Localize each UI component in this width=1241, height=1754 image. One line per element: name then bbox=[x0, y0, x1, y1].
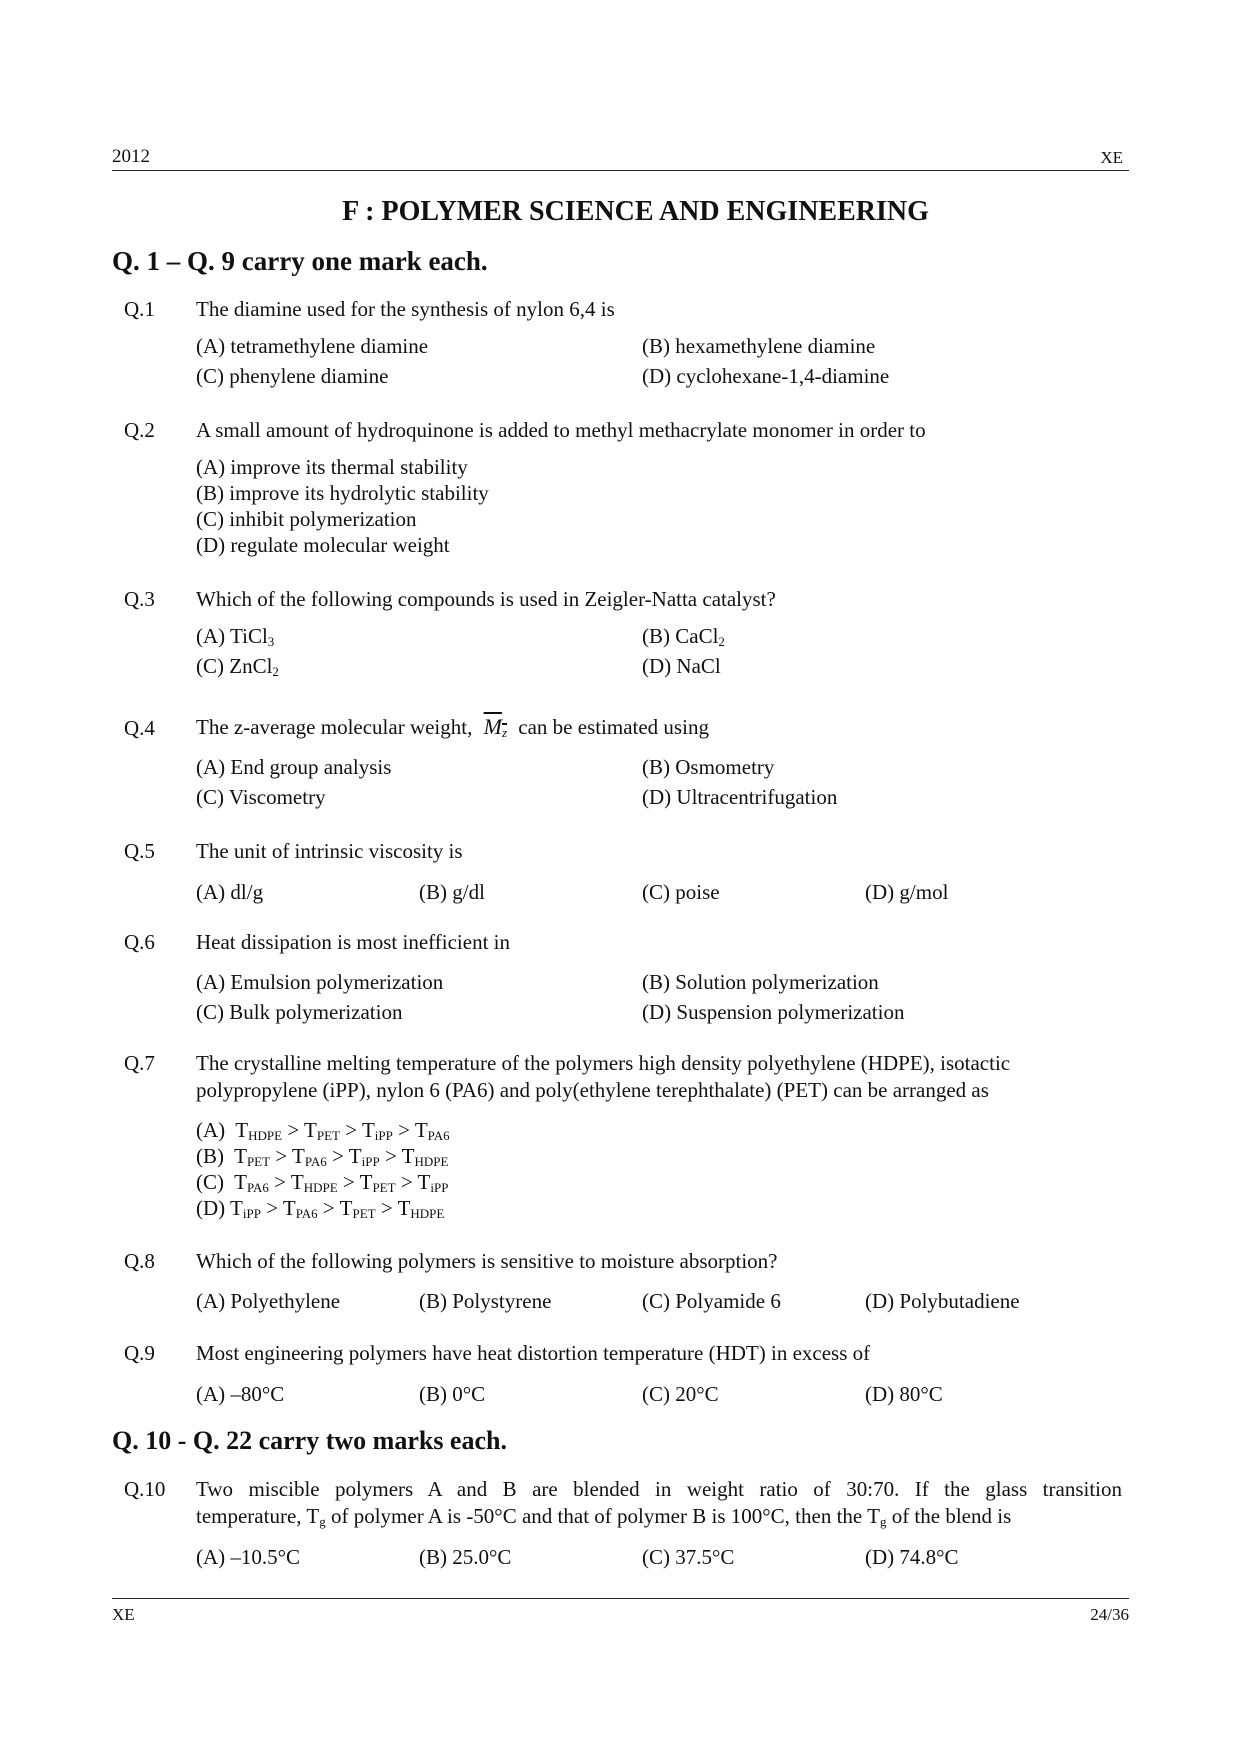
option-a: (A) Emulsion polymerization bbox=[196, 970, 444, 994]
question-2 bbox=[112, 417, 1122, 558]
option-c: (C) Viscometry bbox=[196, 785, 326, 809]
options bbox=[196, 969, 1122, 1026]
option-a: (A) Polyethylene bbox=[196, 1289, 341, 1313]
section-heading-two-mark: Q. 10 - Q. 22 carry two marks each. bbox=[112, 1426, 507, 1455]
option-c: (C) $T_{PA6} > T_{HDPE} > T_{PET} > T_{iPP}$ bbox=[196, 1170, 449, 1195]
question-text: The unit of intrinsic viscosity is bbox=[196, 839, 463, 863]
option-c: (C) inhibit polymerization bbox=[196, 507, 417, 531]
option-b: (B) 0°C bbox=[419, 1382, 486, 1406]
question-number: Q.6 bbox=[124, 930, 155, 954]
options bbox=[196, 1544, 1122, 1571]
options bbox=[196, 1117, 1122, 1221]
option-b: (B) Solution polymerization bbox=[642, 970, 879, 994]
question-text: Heat dissipation is most inefficient in bbox=[196, 930, 510, 954]
question-10 bbox=[112, 1476, 1122, 1571]
option-b: (B) Polystyrene bbox=[419, 1289, 552, 1313]
option-d: (D) NaCl bbox=[642, 654, 721, 678]
option-a: (A) TiCl$_3$ bbox=[196, 624, 275, 649]
option-d: (D) 80°C bbox=[865, 1382, 943, 1406]
mz-symbol: $M_z$ bbox=[483, 714, 507, 740]
question-number: Q.3 bbox=[124, 587, 155, 611]
footer-code: XE bbox=[112, 1605, 135, 1624]
options bbox=[196, 454, 1122, 558]
question-text: Which of the following polymers is sensitive to moisture absorption? bbox=[196, 1249, 778, 1273]
question-number: Q.7 bbox=[124, 1051, 155, 1075]
page-title: F : POLYMER SCIENCE AND ENGINEERING bbox=[342, 196, 929, 227]
question-text: The diamine used for the synthesis of nylon 6,4 is bbox=[196, 297, 615, 321]
option-b: (B) hexamethylene diamine bbox=[642, 334, 876, 358]
question-number: Q.8 bbox=[124, 1249, 155, 1273]
header-year: 2012 bbox=[112, 146, 150, 167]
option-d: (D) $T_{iPP} > T_{PA6} > T_{PET} > T_{HDPE}$ bbox=[196, 1196, 445, 1221]
question-3 bbox=[112, 586, 1122, 680]
option-d: (D) regulate molecular weight bbox=[196, 533, 450, 557]
option-a: (A) End group analysis bbox=[196, 755, 392, 779]
options bbox=[196, 879, 1122, 906]
option-c: (C) 20°C bbox=[642, 1382, 719, 1406]
option-a: (A) –80°C bbox=[196, 1382, 285, 1406]
question-number: Q.5 bbox=[124, 839, 155, 863]
question-number: Q.4 bbox=[124, 716, 155, 740]
option-d: (D) 74.8°C bbox=[865, 1545, 959, 1569]
question-text: Which of the following compounds is used in Zeigler-Natta catalyst? bbox=[196, 587, 776, 611]
question-8 bbox=[112, 1248, 1122, 1315]
page-footer bbox=[112, 1598, 1129, 1629]
option-a: (A) $T_{HDPE} > T_{PET} > T_{iPP} > T_{PA6}$ bbox=[196, 1118, 450, 1143]
option-a: (A) dl/g bbox=[196, 880, 264, 904]
question-5 bbox=[112, 838, 1122, 906]
question-text: The crystalline melting temperature of the polymers high density polyethylene (HDPE), isotactic polypropylene (iPP), nylon 6 (PA6) and poly(ethylene terephthalate) (PET) can be arranged as bbox=[196, 1051, 1011, 1102]
question-4 bbox=[112, 713, 1122, 811]
options bbox=[196, 623, 1122, 680]
option-c: (C) phenylene diamine bbox=[196, 364, 389, 388]
question-text: The z-average molecular weight, $M_z$ can be estimated using bbox=[196, 714, 709, 740]
option-c: (C) Polyamide 6 bbox=[642, 1289, 781, 1313]
page-header bbox=[112, 140, 1129, 171]
options bbox=[196, 333, 1122, 390]
question-text: Most engineering polymers have heat distortion temperature (HDT) in excess of bbox=[196, 1341, 871, 1365]
options bbox=[196, 754, 1122, 811]
options bbox=[196, 1288, 1122, 1315]
option-d: (D) Polybutadiene bbox=[865, 1289, 1020, 1313]
option-d: (D) cyclohexane-1,4-diamine bbox=[642, 364, 890, 388]
options bbox=[196, 1381, 1122, 1408]
option-a: (A) –10.5°C bbox=[196, 1545, 301, 1569]
option-b: (B) 25.0°C bbox=[419, 1545, 512, 1569]
option-b: (B) g/dl bbox=[419, 880, 485, 904]
option-d: (D) Suspension polymerization bbox=[642, 1000, 905, 1024]
option-b: (B) CaCl$_2$ bbox=[642, 624, 725, 649]
option-c: (C) ZnCl$_2$ bbox=[196, 654, 279, 679]
option-b: (B) Osmometry bbox=[642, 755, 775, 779]
question-number: Q.10 bbox=[124, 1477, 166, 1501]
option-c: (C) poise bbox=[642, 880, 720, 904]
option-d: (D) Ultracentrifugation bbox=[642, 785, 838, 809]
option-a: (A) improve its thermal stability bbox=[196, 455, 468, 479]
question-text: A small amount of hydroquinone is added to methyl methacrylate monomer in order to bbox=[196, 418, 926, 442]
option-c: (C) Bulk polymerization bbox=[196, 1000, 403, 1024]
option-b: (B) improve its hydrolytic stability bbox=[196, 481, 489, 505]
option-c: (C) 37.5°C bbox=[642, 1545, 735, 1569]
question-number: Q.9 bbox=[124, 1341, 155, 1365]
page-number: 24/36 bbox=[1090, 1605, 1129, 1624]
question-9 bbox=[112, 1340, 1122, 1408]
question-7 bbox=[112, 1050, 1122, 1221]
header-code: XE bbox=[1100, 148, 1123, 167]
question-number: Q.1 bbox=[124, 297, 155, 321]
question-text: Two miscible polymers A and B are blended in weight ratio of 30:70. If the glass transition temperature, $T_g$ of polymer A is -50°C and that of polymer B is 100°C, then the $T_g$ of the blend is bbox=[196, 1477, 1122, 1529]
option-b: (B) $T_{PET} > T_{PA6} > T_{iPP} > T_{HDPE}$ bbox=[196, 1144, 449, 1169]
question-number: Q.2 bbox=[124, 418, 155, 442]
question-6 bbox=[112, 929, 1122, 1026]
question-1 bbox=[112, 296, 1122, 390]
option-d: (D) g/mol bbox=[865, 880, 949, 904]
option-a: (A) tetramethylene diamine bbox=[196, 334, 429, 358]
section-heading-one-mark: Q. 1 – Q. 9 carry one mark each. bbox=[112, 246, 488, 276]
